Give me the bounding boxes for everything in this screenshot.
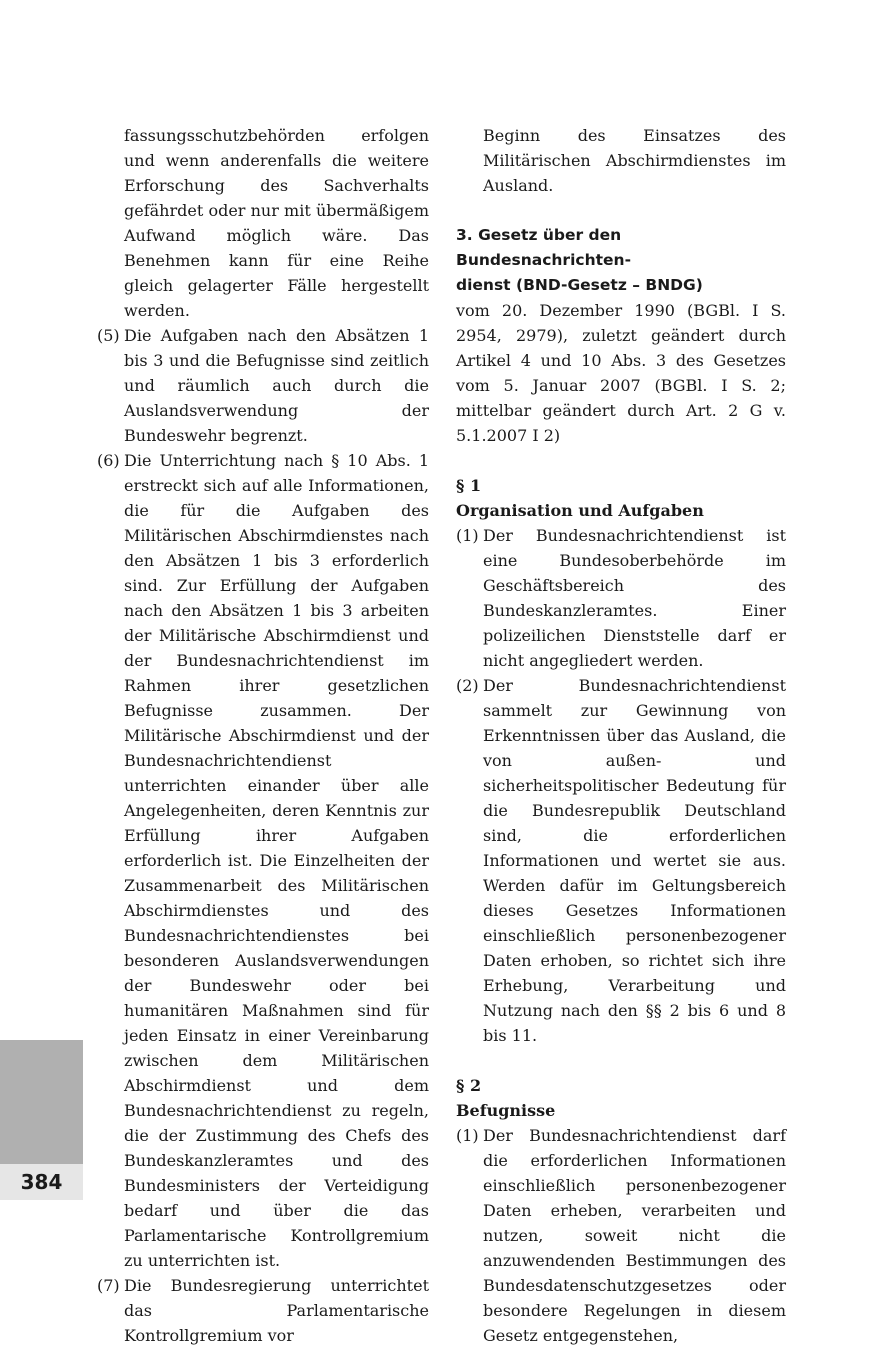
item-number: (6) (97, 451, 120, 470)
item-number: (7) (97, 1276, 120, 1295)
continuation-paragraph: Beginn des Einsatzes des Militärischen Abschirmdienstes im Ausland. (483, 126, 786, 195)
item-text: Die Unterrichtung nach § 10 Abs. 1 erstreckt sich auf alle Informationen, die für die Aufgaben des Militärischen Abschirmdienstes nach den Absätzen 1 bis 3 erforderlich sind. Zur Erfüllung der Aufgaben nach den Absätzen 1 bis 3 arbeiten der Militärische Abschirmdienst und der Bundesnachrichtendienst im Rahmen ihrer gesetzlichen Befugnisse zusammen. Der Militärische Abschirmdienst und der Bundesnachrichtendienst unterrichten einander über alle Angelegenheiten, deren Kenntnis zur Erfüllung ihrer Aufgaben erforderlich ist. Die Einzelheiten der Zusammenarbeit des Militärischen Abschirmdienstes und des Bundesnachrichtendienstes bei besonderen Auslandsverwendungen der Bundeswehr oder bei humanitären Maßnahmen sind für jeden Einsatz in einer Vereinbarung zwischen dem Militärischen Abschirmdienst und dem Bundesnachrichtendienst zu regeln, die der Zustimmung des Chefs des Bundeskanzleramtes und des Bundesministers der Verteidigung bedarf und über die das Parlamentarische Kontrollgremium zu unterrichten ist. (124, 451, 429, 1270)
list-item (97, 1273, 429, 1348)
section-number: § 2 (456, 1076, 482, 1095)
item-text: Der Bundesnachrichtendienst sammelt zur Gewinnung von Erkenntnissen über das Ausland, die von außen- und sicherheitspolitischer Bedeutung für die Bundesrepublik Deutschland sind, die erforderlichen Informationen und wertet sie aus. Werden dafür im Geltungsbereich dieses Gesetzes Informationen einschließlich personenbezogener Daten erhoben, so richtet sich ihre Erhebung, Verarbeitung und Nutzung nach den §§ 2 bis 6 und 8 bis 11. (483, 676, 786, 1045)
section-title: Befugnisse (456, 1101, 556, 1120)
list-item (456, 1123, 786, 1348)
section-number: § 1 (456, 476, 482, 495)
item-text: Der Bundesnachrichtendienst ist eine Bundesoberbehörde im Geschäftsbereich des Bundeskanzleramtes. Einer polizeilichen Dienststelle darf er nicht angegliedert werden. (483, 526, 786, 670)
margin-tab (0, 1040, 83, 1164)
list-item (97, 323, 429, 448)
item-text: Der Bundesnachrichtendienst darf die erforderlichen Informationen einschließlich personenbezogener Daten erheben, verarbeiten und nutzen, soweit nicht die anzuwendenden Bestimmungen des Bundesdatenschutzgesetzes oder besondere Regelungen in diesem Gesetz entgegenstehen, (483, 1126, 786, 1345)
item-number: (1) (456, 1126, 479, 1145)
list-item (456, 523, 786, 673)
item-number: (2) (456, 676, 479, 695)
item-text: Die Bundesregierung unterrichtet das Parlamentarische Kontrollgremium vor (124, 1276, 429, 1345)
continuation-paragraph: fassungsschutzbehörden erfolgen und wenn anderenfalls die weitere Erforschung des Sachverhalts gefährdet oder nur mit übermäßigem Aufwand möglich wäre. Das Benehmen kann für eine Reihe gleich gelagerter Fälle hergestellt werden. (124, 126, 429, 320)
law-citation: vom 20. Dezember 1990 (BGBl. I S. 2954, 2979), zuletzt geändert durch Artikel 4 und 10 Abs. 3 des Gesetzes vom 5. Januar 2007 (BGBl. I S. 2; mittelbar geändert durch Art. 2 G v. 5.1.2007 I 2) (456, 301, 786, 445)
item-number: (1) (456, 526, 479, 545)
page-number: 384 (0, 1164, 83, 1200)
law-heading-line2: dienst (BND-Gesetz – BNDG) (456, 276, 703, 294)
list-item (456, 673, 786, 1048)
law-heading-line1: 3. Gesetz über den Bundesnachrichten- (456, 226, 632, 269)
list-item (97, 448, 429, 1273)
item-text: Die Aufgaben nach den Absätzen 1 bis 3 und die Befugnisse sind zeitlich und räumlich auch durch die Auslandsverwendung der Bundeswehr begrenzt. (124, 326, 429, 445)
right-column (456, 123, 786, 1348)
section-title: Organisation und Aufgaben (456, 501, 704, 520)
left-column (97, 123, 429, 1348)
item-number: (5) (97, 326, 120, 345)
